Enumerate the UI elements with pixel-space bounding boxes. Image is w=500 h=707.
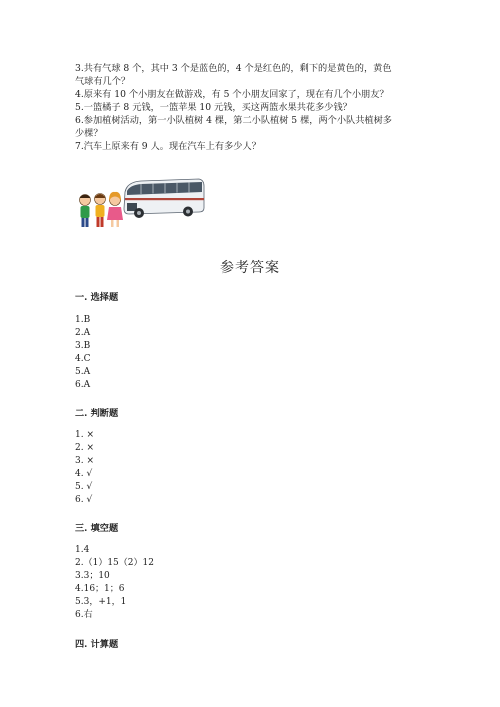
answer-item: 1.4: [75, 545, 90, 555]
child-2-icon: [95, 194, 106, 228]
answer-item: 5. √: [75, 482, 93, 492]
answer-item: 3.B: [75, 341, 91, 351]
section-heading-fill-blank: 三. 填空题: [75, 523, 119, 534]
section-heading-true-false: 二. 判断题: [75, 408, 119, 419]
answer-item: 2.（1）15（2）12: [75, 558, 154, 568]
question-4: 4.原来有 10 个小朋友在做游戏，有 5 个小朋友回家了，现在有几个小朋友？: [75, 89, 389, 100]
answer-item: 3. ×: [75, 456, 94, 466]
answer-item: 2.A: [75, 328, 91, 338]
answer-item: 1. ×: [75, 430, 94, 440]
section-heading-calculation: 四. 计算题: [75, 639, 119, 650]
question-3-line-1: 3.共有气球 8 个，其中 3 个是蓝色的，4 个是红色的，剩下的是黄色的，黄色: [75, 63, 392, 74]
answer-item: 4. √: [75, 469, 93, 479]
answer-item: 2. ×: [75, 443, 94, 453]
answer-item: 5.3，+1，1: [75, 597, 127, 607]
answer-item: 4.C: [75, 354, 91, 364]
question-3-line-2: 气球有几个？: [75, 76, 131, 87]
question-6-line-2: 少棵？: [75, 128, 103, 139]
children-and-bus-illustration: [75, 170, 205, 240]
answer-key-title: 参考答案: [220, 260, 280, 276]
question-5: 5.一篮橘子 8 元钱，一篮苹果 10 元钱，买这两篮水果共花多少钱？: [75, 102, 352, 113]
answer-item: 1.B: [75, 315, 91, 325]
answer-item: 6. √: [75, 495, 93, 505]
answer-item: 3.3；10: [75, 571, 110, 581]
answer-item: 5.A: [75, 367, 91, 377]
child-3-icon: [107, 192, 123, 227]
question-6-line-1: 6.参加植树活动，第一小队植树 4 棵，第二小队植树 5 棵，两个小队共植树多: [75, 115, 392, 126]
answer-item: 4.16；1；6: [75, 584, 125, 594]
answer-item: 6.A: [75, 380, 91, 390]
section-heading-choice: 一. 选择题: [75, 292, 119, 303]
bus-icon: [124, 179, 204, 218]
question-7: 7.汽车上原来有 9 人。现在汽车上有多少人？: [75, 141, 261, 152]
answer-item: 6.右: [75, 610, 93, 620]
child-1-icon: [80, 195, 91, 228]
